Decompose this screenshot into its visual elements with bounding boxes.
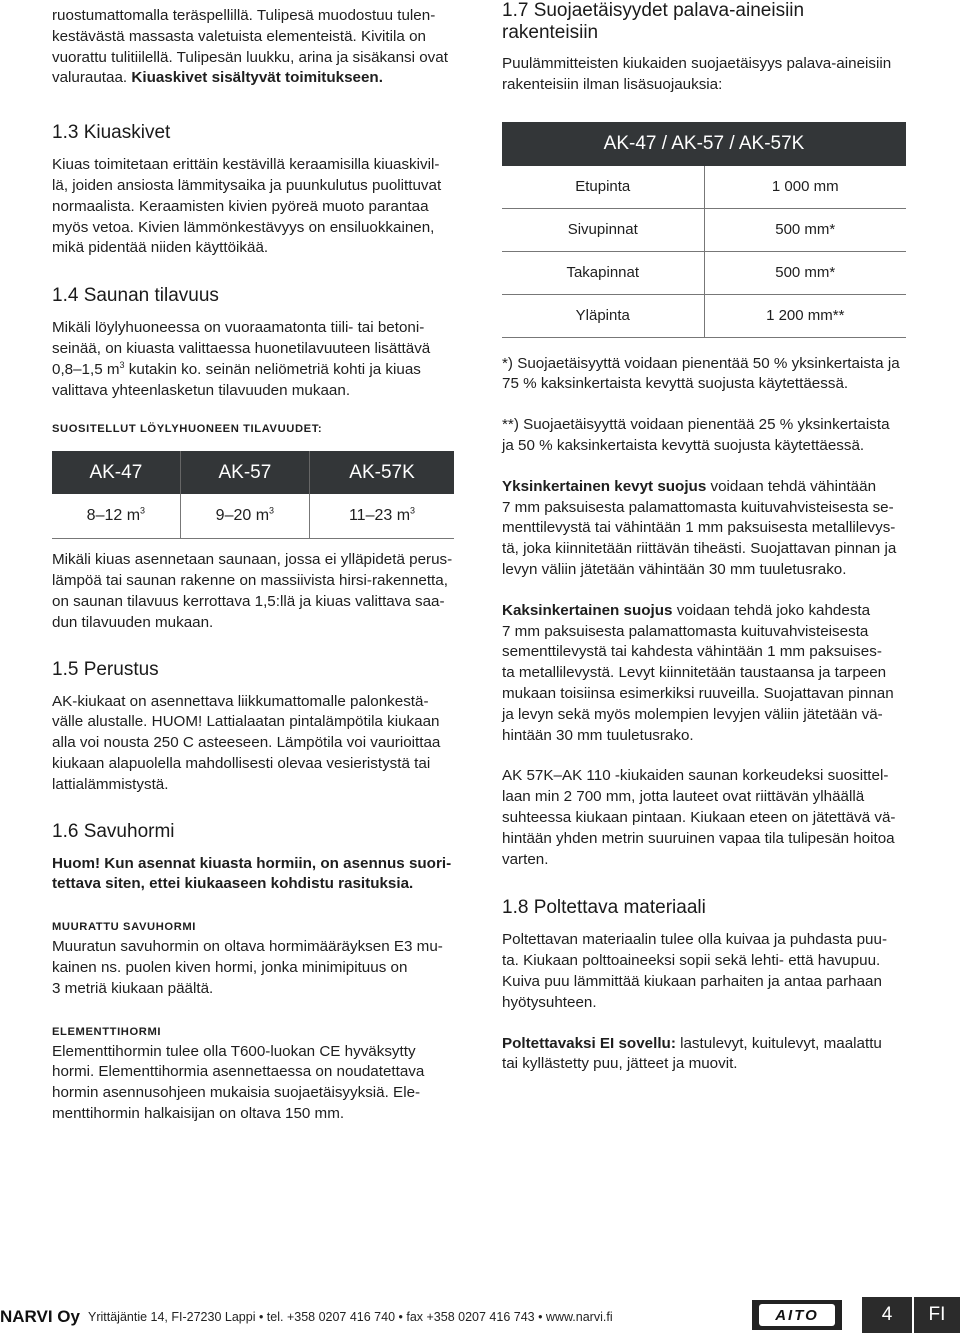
section-1-5-text: AK-kiukaat on asennettava liikkumattomalle palonkestä- välle alustalle. HUOM! Lattialaatan pintalämpötila kiukaan alla voi nousta 250 C asteeseen. Lämpötila voi vaurioittaa kiukaan alapuolella mahdollisesti olevaa vesieristystä tai lattialämmistystä. — [52, 692, 441, 793]
language-badge: FI — [914, 1297, 960, 1333]
clearance-header: AK-47 / AK-57 / AK-57K — [502, 122, 906, 166]
volume-cell-ak57: 9–20 $m^3$ — [180, 494, 309, 539]
intro-bold: Kiuaskivet sisältyvät toimitukseen. — [131, 69, 383, 87]
clearance-label-front: Etupinta — [502, 166, 704, 209]
section-1-6-bold: Huom! Kun asennat kiuasta hormiin, on asennus suori- tettava siten, ettei kiukaaseen kohdistu rasituksia. — [52, 854, 452, 893]
section-1-6-title: 1.6 Savuhormi — [52, 820, 175, 842]
volume-table — [52, 451, 454, 539]
clearance-note-2: **) Suojaetäisyyttä voidaan pienentää 25 % yksinkertaista ja 50 % kaksinkertaista kevyttä suojusta käytettäessä. — [502, 416, 890, 454]
aito-logo — [752, 1300, 842, 1330]
right-column — [502, 0, 907, 1075]
clearance-label-sides: Sivupinnat — [502, 208, 704, 251]
footer-brand: NARVI Oy — [0, 1307, 80, 1326]
volume-header-ak57: AK-57 — [180, 451, 309, 494]
left-column — [52, 6, 457, 1125]
section-1-4-title: 1.4 Saunan tilavuus — [52, 285, 219, 307]
clearance-label-back: Takapinnat — [502, 251, 704, 294]
clearance-value-back: 500 mm* — [704, 251, 906, 294]
single-shield-text: Yksinkertainen kevyt suojus voidaan tehdä vähintään 7 mm paksuisesta palamattomasta kuituvahvisteisesta se- menttilevystä tai vähintään 1 mm paksuisesta metallilevys- tä, joka kiinnitetään riittävän tiheästi. Suojattavan pinnan ja levyn väliin jätetään vähintään 30 mm tuuletusrako. — [502, 477, 897, 578]
volume-header-ak47: AK-47 — [52, 451, 180, 494]
elementti-text: Elementtihormin tulee olla T600-luokan CE hyväksytty hormi. Elementtihormia asennettaessa on noudatettava hormin asennusohjeen mukaisia suojaetäisyyksiä. Ele- menttihormin halkaisijan on oltava 150 mm. — [52, 1042, 425, 1122]
page-number: 4 — [862, 1297, 912, 1333]
clearance-value-sides: 500 mm* — [704, 208, 906, 251]
section-1-3-text: Kiuas toimitetaan erittäin kestävillä keraamisilla kiuaskivil- lä, joiden ansiosta lämmitysaika ja puunkulutus puolittuvat normaalista. Keraamisten kivien pyöreä muoto parantaa myös vetoa. Kivien lämmönkestävyys on ensiluokkainen, mikä pidentää niiden käyttöikää. — [52, 156, 442, 257]
volume-header-ak57k: AK-57K — [310, 451, 454, 494]
volume-cell-ak47: 8–12 $m^3$ — [52, 494, 180, 539]
clearance-value-front: 1 000 mm — [704, 166, 906, 209]
clearance-label-top: Yläpinta — [502, 294, 704, 337]
clearance-note-1: *) Suojaetäisyyttä voidaan pienentää 50 % yksinkertaista ja 75 % kaksinkertaista kevyttä suojusta käytettäessä. — [502, 354, 900, 393]
clearance-table — [502, 122, 906, 338]
sauna-height-text: AK 57K–AK 110 -kiukaiden saunan korkeudeksi suosittel- laan min 2 700 mm, jotta lauteet ovat riittävän ylhäällä suhteessa kiukaan pintaan. Kiukaan eteen on jätettävä vä- hintään yhden metrin suuruinen vapaa tila tulipesän hoitoa varten. — [502, 767, 896, 868]
footer-contact: Yrittäjäntie 14, FI-27230 Lappi • tel. +358 0207 416 740 • fax +358 0207 416 743 • www.narvi.fi — [88, 1310, 613, 1324]
section-1-4-text: Mikäli löylyhuoneessa on vuoraamatonta tiili- tai betoni- seinää, on kiuasta valittaessa huonetilavuuteen lisättävä 0,8–1,5 $m^3$ kutakin ko. seinän neliömetriä kohti ja kiuas valittava yhteenlasketun tilavuuden mukaan. — [52, 319, 431, 399]
intro-paragraph: ruostumattomalla teräspellillä. Tulipesä muodostuu tulen- kestävästä massasta valetuista elementeistä. Kivitila on vuorattu tulitiilellä. Tulipesän luukku, arina ja sisäkansi ovat valurautaa. Kiuaskivet sisältyvät toimitukseen. — [52, 7, 448, 87]
double-shield-text: Kaksinkertainen suojus voidaan tehdä joko kahdesta 7 mm paksuisesta palamattomasta kuituvahvisteisesta sementtilevystä tai kahdesta vähintään 1 mm paksuises- ta metallilevystä. Levyt kiinnitetään taustaansa ja tarpeen mukaan toisiinsa esimerkiksi ruuveilla. Suojattavan pinnan ja levyn sekä myös molempien levyjen väliin jätetään vä- hintään 30 mm tuuletusrako. — [502, 601, 894, 744]
section-1-3-title: 1.3 Kiuaskivet — [52, 122, 171, 144]
clearance-value-top: 1 200 mm** — [704, 294, 906, 337]
section-1-8-text: Poltettavan materiaalin tulee olla kuivaa ja puhdasta puu- ta. Kiukaan polttoaineeksi sopii sekä lehti- että havupuu. Kuiva puu lämmittää kiukaan parhaiten ja antaa parhaan hyötysuhteen. — [502, 931, 887, 1011]
aito-logo-text: AITO — [759, 1304, 835, 1326]
muurattu-text: Muuratun savuhormin on oltava hormimääräyksen E3 mu- kainen ns. puolen kiven hormi, jonka minimipituus on 3 metriä kiukaan päältä. — [52, 938, 443, 997]
section-1-4-text-2: Mikäli kiuas asennetaan saunaan, jossa ei ylläpidetä perus- lämpöä tai saunan rakenne on massiivista hirsi-rakennetta, on saunan tilavuus kerrottava 1,5:llä ja kiuas valittava saa- dun tilavuuden mukaan. — [52, 551, 453, 631]
volume-cell-ak57k: 11–23 $m^3$ — [310, 494, 454, 539]
page-footer — [0, 1293, 960, 1340]
section-1-5-title: 1.5 Perustus — [52, 658, 159, 680]
section-1-7-title: 1.7 Suojaetäisyydet palava-aineisiin rakenteisiin — [502, 0, 805, 43]
elementti-heading: ELEMENTTIHORMI — [52, 1025, 162, 1038]
section-1-7-text: Puulämmitteisten kiukaiden suojaetäisyys palava-aineisiin rakenteisiin ilman lisäsuojauksia: — [502, 55, 892, 93]
recommended-volumes-heading: SUOSITELLUT LÖYLYHUONEEN TILAVUUDET: — [52, 423, 323, 436]
muurattu-heading: MUURATTU SAVUHORMI — [52, 921, 196, 934]
unsuitable-fuel-text: Poltettavaksi EI sovellu: lastulevyt, kuitulevyt, maalattu tai kyllästetty puu, jätteet ja muovit. — [502, 1034, 882, 1073]
section-1-8-title: 1.8 Poltettava materiaali — [502, 897, 706, 919]
